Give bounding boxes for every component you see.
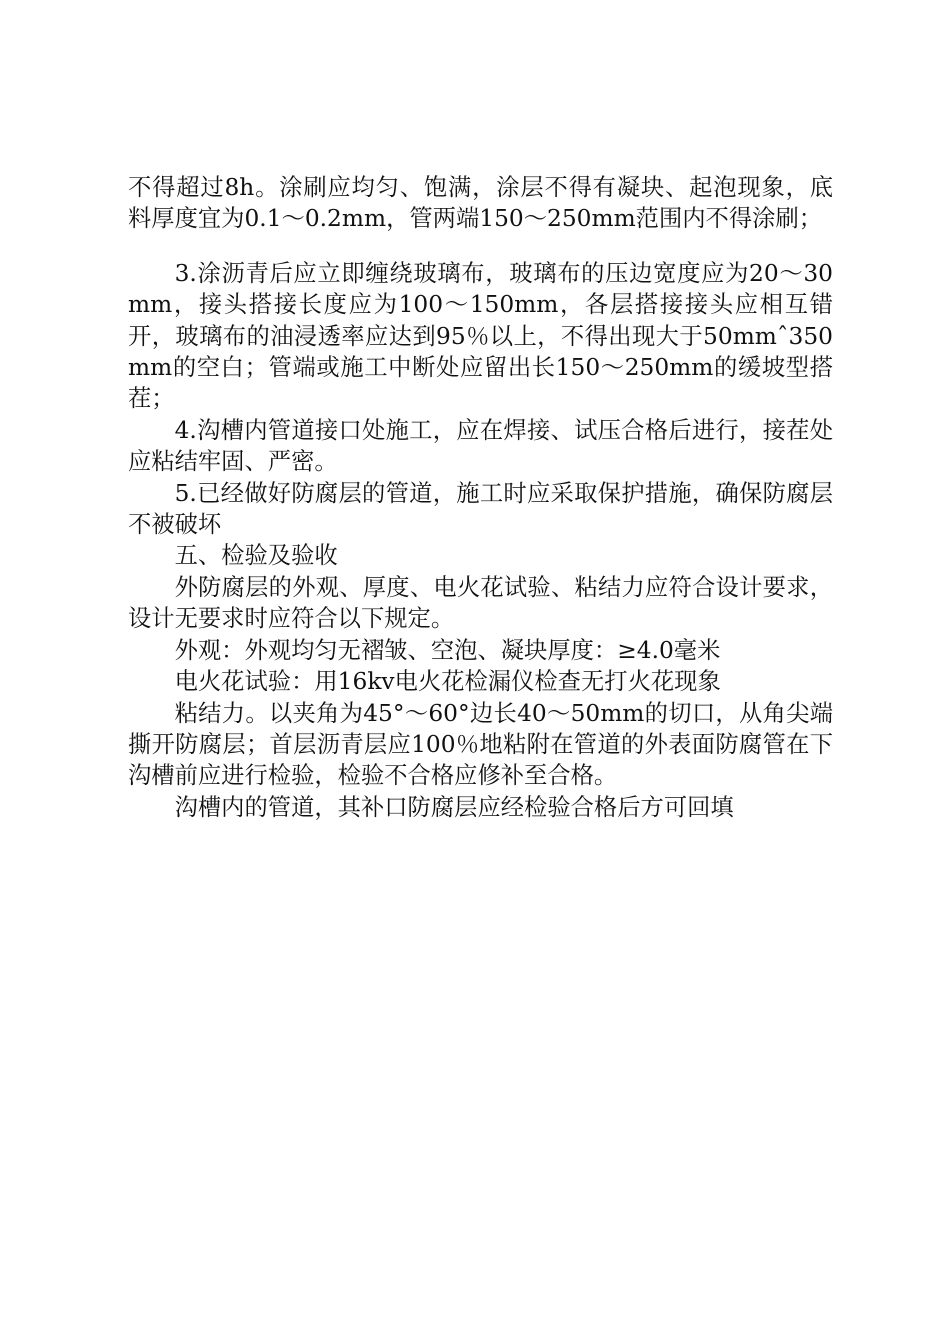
paragraph-continuation: 不得超过8h。涂刷应均匀、饱满，涂层不得有凝块、起泡现象，底料厚度宜为0.1～0.2mm，管两端150～250mm范围内不得涂刷； [128, 174, 833, 233]
paragraph-item-3: 3.涂沥青后应立即缠绕玻璃布，玻璃布的压边宽度应为20～30mm，接头搭接长度应为100～150mm，各层搭接接头应相互错开，玻璃布的油浸透率应达到95％以上，不得出现大于50mmˆ350mm的空白；管端或施工中断处应留出长150～250mm的缓坡型搭茬； [128, 259, 833, 413]
paragraph-appearance: 外观：外观均匀无褶皱、空泡、凝块厚度：≥4.0毫米 [174, 636, 721, 664]
section-heading-inspection: 五、检验及验收 [174, 542, 338, 570]
paragraph-adhesion: 粘结力。以夹角为45°～60°边长40～50mm的切口，从角尖端撕开防腐层；首层沥青层应100％地粘附在管道的外表面防腐管在下沟槽前应进行检验，检验不合格应修补至合格。 [128, 699, 833, 790]
paragraph-backfill: 沟槽内的管道，其补口防腐层应经检验合格后方可回填 [174, 793, 734, 821]
paragraph-item-5: 5.已经做好防腐层的管道，施工时应采取保护措施，确保防腐层不被破坏 [128, 479, 833, 539]
paragraph-item-4: 4.沟槽内管道接口处施工，应在焊接、试压合格后进行，接茬处应粘结牢固、严密。 [128, 416, 833, 476]
paragraph-spark-test: 电火花试验：用16kv电火花检漏仪检查无打火花现象 [174, 668, 721, 696]
document-page [128, 172, 833, 823]
paragraph-requirements: 外防腐层的外观、厚度、电火花试验、粘结力应符合设计要求，设计无要求时应符合以下规定。 [128, 573, 833, 633]
